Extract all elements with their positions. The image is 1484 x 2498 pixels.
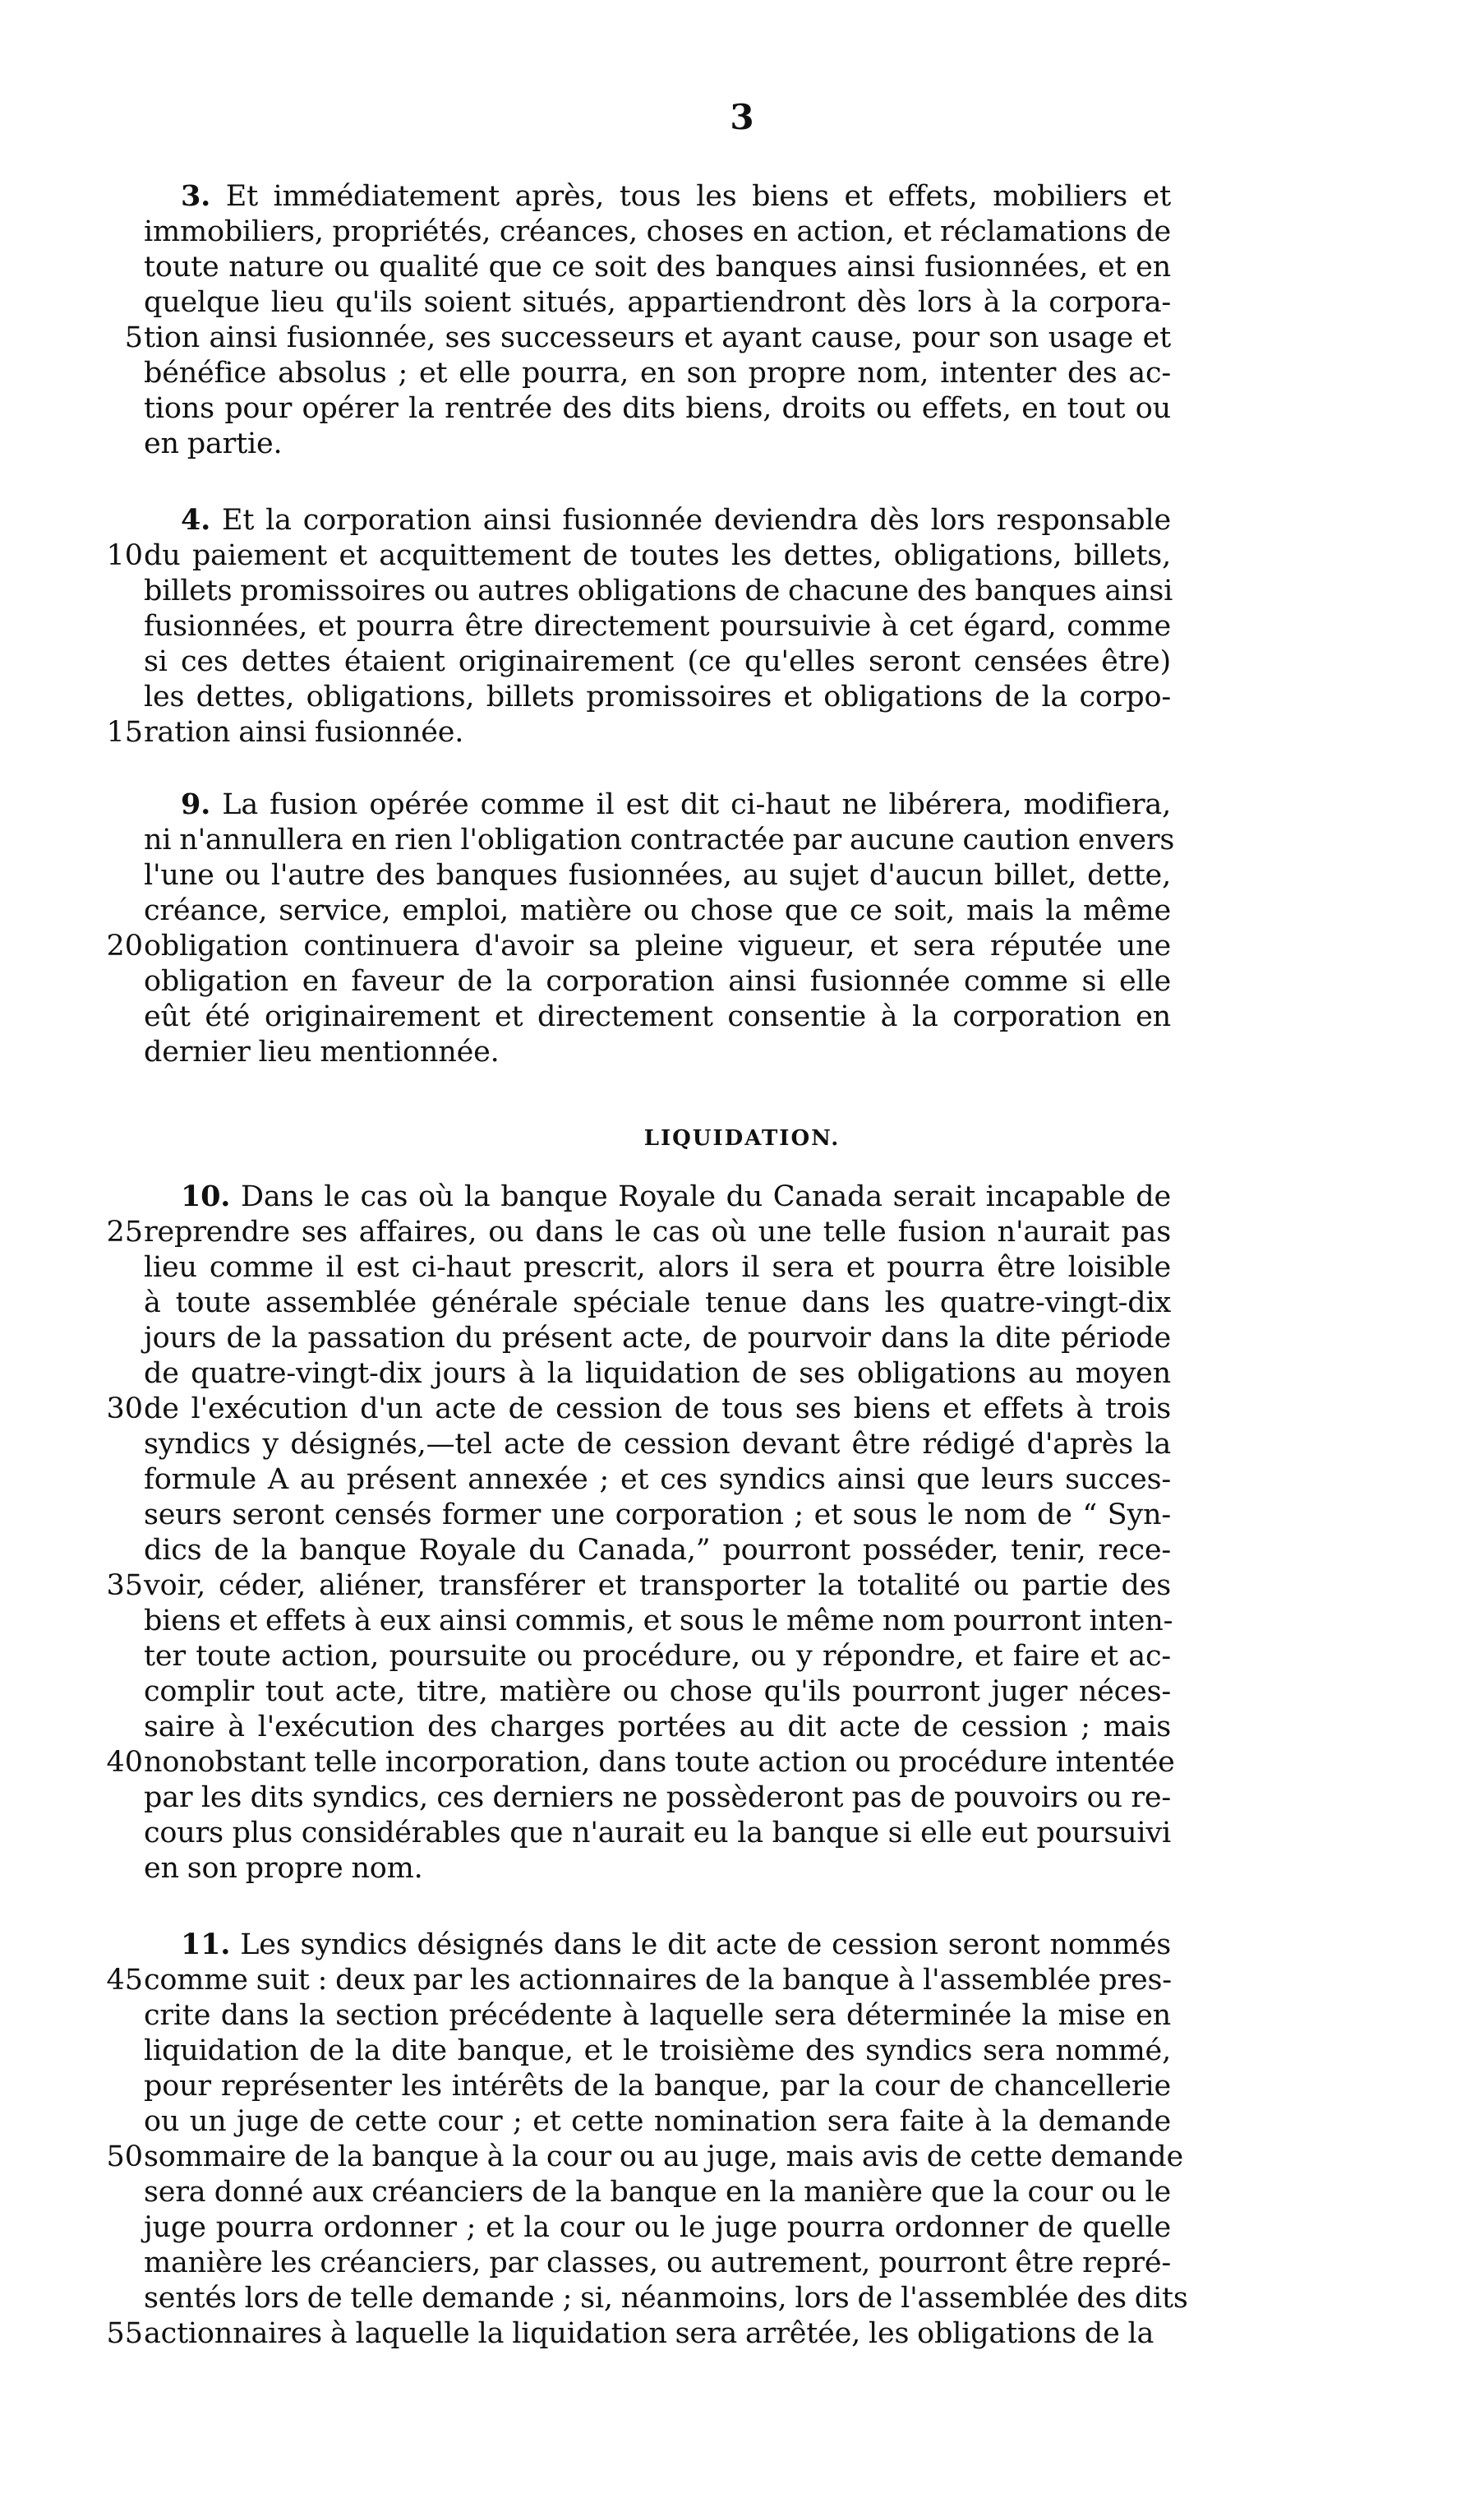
text-line [144, 321, 1171, 355]
line-text: du paiement et acquittement de toutes les dettes, obligations, billets, [144, 539, 1171, 572]
text-line [144, 1286, 1171, 1320]
text-line [144, 1392, 1171, 1426]
line-text: crite dans la section précédente à laquelle sera déterminée la mise en [144, 1999, 1171, 2032]
line-text: les dettes, obligations, billets promissoires et obligations de la corpo- [144, 681, 1171, 713]
line-text: biens et effets à eux ainsi commis, et sous le même nom pourront inten- [144, 1605, 1173, 1637]
text-line [144, 1674, 1171, 1709]
line-text: sommaire de la banque à la cour ou au juge, mais avis de cette demande [144, 2140, 1183, 2173]
line-text: pour représenter les intérêts de la banque, par la cour de chancellerie [144, 2070, 1171, 2103]
line-text: ni n'annullera en rien l'obligation contractée par aucune caution envers [144, 824, 1175, 857]
text-line [144, 2210, 1171, 2245]
text-line [144, 2140, 1183, 2174]
article-number: 4. [181, 503, 211, 537]
section-heading: LIQUIDATION. [643, 1126, 841, 1151]
article-number: 3. [181, 179, 211, 213]
text-line [144, 2281, 1188, 2316]
article-number: 11. [181, 1928, 231, 1961]
line-text: syndics y désignés,—tel acte de cession devant être rédigé d'après la [144, 1428, 1171, 1461]
text-line [144, 680, 1171, 714]
text-line [144, 1356, 1171, 1391]
line-text: ration ainsi fusionnée. [144, 716, 464, 749]
text-line [144, 1462, 1171, 1497]
line-text: jours de la passation du présent acte, de pourvoir dans la dite période [144, 1322, 1171, 1355]
line-text: immobiliers, propriétés, créances, choses en action, et réclamations de [144, 215, 1171, 248]
margin-line-number: 25 [106, 1216, 143, 1249]
line-text: toute nature ou qualité que ce soit des banques ainsi fusionnées, et en [144, 251, 1171, 284]
text-line [144, 1568, 1171, 1603]
line-text: en partie. [144, 427, 283, 460]
text-line [144, 1498, 1171, 1532]
line-text: obligation continuera d'avoir sa pleine vigueur, et sera réputée une [144, 930, 1171, 963]
text-line [144, 1427, 1171, 1461]
margin-line-number: 5 [124, 321, 143, 354]
line-text: en son propre nom. [144, 1852, 423, 1885]
line-text: Et la corporation ainsi fusionnée deviendra dès lors responsable [222, 504, 1171, 537]
text-line [144, 2104, 1171, 2139]
line-text: billets promissoires ou autres obligations de chacune des banques ainsi [144, 575, 1173, 607]
text-line [144, 574, 1171, 608]
line-text: saire à l'exécution des charges portées au dit acte de cession ; mais [144, 1711, 1171, 1743]
line-text: Dans le cas où la banque Royale du Canada serait incapable de [240, 1180, 1171, 1213]
line-text: manière les créanciers, par classes, ou autrement, pourront être repré- [144, 2246, 1171, 2279]
text-line [144, 2246, 1171, 2280]
text-line [144, 1998, 1171, 2033]
line-text: eût été originairement et directement consentie à la corporation en [144, 1000, 1171, 1033]
text-line [144, 538, 1171, 573]
text-line [144, 2034, 1171, 2068]
margin-line-number: 40 [106, 1746, 143, 1779]
line-text: complir tout acte, titre, matière ou chose qu'ils pourront juger néces- [144, 1675, 1171, 1708]
line-text: dernier lieu mentionnée. [144, 1036, 500, 1069]
line-text: obligation en faveur de la corporation ainsi fusionnée comme si elle [144, 965, 1171, 998]
text-line [144, 1780, 1171, 1815]
margin-line-number: 15 [106, 716, 143, 749]
text-line [144, 1215, 1171, 1249]
page-number: 3 [730, 97, 754, 137]
line-text: formule A au présent annexée ; et ces syndics ainsi que leurs succes- [144, 1463, 1171, 1496]
text-line [144, 1321, 1171, 1355]
margin-line-number: 45 [106, 1964, 143, 1997]
article-first-line [181, 1180, 1171, 1214]
line-text: La fusion opérée comme il est dit ci-haut ne libérera, modifiera, [222, 788, 1171, 821]
line-text: actionnaires à laquelle la liquidation sera arrêtée, les obligations de la [144, 2317, 1154, 2350]
text-line [144, 964, 1171, 999]
text-line [144, 1710, 1171, 1744]
article-number: 9. [181, 787, 211, 821]
text-line [144, 2175, 1171, 2209]
line-text: tions pour opérer la rentrée des dits biens, droits ou effets, en tout ou [144, 392, 1171, 425]
line-text: l'une ou l'autre des banques fusionnées, au sujet d'aucun billet, dette, [144, 859, 1171, 892]
line-text: de l'exécution d'un acte de cession de tous ses biens et effets à trois [144, 1392, 1171, 1425]
text-line [144, 285, 1171, 320]
margin-line-number: 30 [106, 1392, 143, 1425]
line-text: à toute assemblée générale spéciale tenue dans les quatre-vingt-dix [144, 1286, 1171, 1319]
line-text: liquidation de la dite banque, et le troisième des syndics sera nommé, [144, 2034, 1171, 2067]
line-text: Et immédiatement après, tous les biens et effets, mobiliers et [225, 180, 1171, 213]
text-line [144, 1816, 1171, 1850]
text-line [144, 1035, 1171, 1069]
line-text: nonobstant telle incorporation, dans toute action ou procédure intentée [144, 1746, 1175, 1779]
text-line [144, 858, 1171, 893]
line-text: sera donné aux créanciers de la banque en la manière que la cour ou le [144, 2176, 1171, 2209]
line-text: tion ainsi fusionnée, ses successeurs et ayant cause, pour son usage et [144, 321, 1171, 354]
text-line [144, 1000, 1171, 1034]
line-text: Les syndics désignés dans le dit acte de cession seront nommés [240, 1928, 1171, 1961]
text-line [144, 1851, 1171, 1886]
margin-line-number: 20 [106, 930, 143, 963]
margin-line-number: 50 [106, 2140, 143, 2173]
line-text: comme suit : deux par les actionnaires de la banque à l'assemblée pres- [144, 1964, 1172, 1997]
line-text: si ces dettes étaient originairement (ce qu'elles seront censées être) [144, 645, 1171, 678]
text-line [144, 1250, 1171, 1285]
line-text: dics de la banque Royale du Canada,” pourront posséder, tenir, rece- [144, 1534, 1171, 1567]
line-text: fusionnées, et pourra être directement poursuivie à cet égard, comme [144, 610, 1171, 643]
text-line [144, 427, 1171, 461]
text-line [144, 715, 1171, 750]
text-line [144, 2316, 1171, 2351]
line-text: reprendre ses affaires, ou dans le cas où une telle fusion n'aurait pas [144, 1216, 1171, 1249]
text-line [144, 644, 1171, 679]
line-text: seurs seront censés former une corporation ; et sous le nom de “ Syn- [144, 1498, 1171, 1531]
article-number: 10. [181, 1180, 231, 1213]
text-line [144, 1963, 1171, 1997]
line-text: juge pourra ordonner ; et la cour ou le juge pourra ordonner de quelle [144, 2211, 1171, 2244]
text-line [144, 250, 1171, 284]
article-first-line [181, 179, 1171, 214]
text-line [144, 2069, 1171, 2103]
margin-line-number: 10 [106, 539, 143, 572]
line-text: bénéfice absolus ; et elle pourra, en son propre nom, intenter des ac- [144, 357, 1171, 390]
text-line [144, 1533, 1171, 1568]
line-text: ou un juge de cette cour ; et cette nomination sera faite à la demande [144, 2105, 1171, 2138]
text-line [144, 356, 1171, 390]
text-line [144, 1745, 1175, 1780]
text-line [144, 1604, 1171, 1638]
text-line [144, 215, 1171, 249]
text-line [144, 609, 1171, 644]
line-text: lieu comme il est ci-haut prescrit, alors il sera et pourra être loisible [144, 1251, 1171, 1284]
text-line [144, 823, 1175, 857]
line-text: quelque lieu qu'ils soient situés, appartiendront dès lors à la corpora- [144, 286, 1171, 319]
article-first-line [181, 503, 1171, 538]
text-line [144, 1639, 1171, 1674]
line-text: créance, service, emploi, matière ou chose que ce soit, mais la même [144, 894, 1171, 927]
line-text: ter toute action, poursuite ou procédure, ou y répondre, et faire et ac- [144, 1640, 1171, 1673]
text-line [144, 929, 1171, 963]
article-first-line [181, 787, 1171, 822]
text-line [144, 893, 1171, 928]
text-line [144, 391, 1171, 426]
line-text: par les dits syndics, ces derniers ne possèderont pas de pouvoirs ou re- [144, 1781, 1171, 1814]
margin-line-number: 55 [106, 2317, 143, 2350]
line-text: sentés lors de telle demande ; si, néanmoins, lors de l'assemblée des dits [144, 2282, 1188, 2315]
line-text: voir, céder, aliéner, transférer et transporter la totalité ou partie des [144, 1569, 1171, 1602]
line-text: de quatre-vingt-dix jours à la liquidation de ses obligations au moyen [144, 1357, 1171, 1390]
margin-line-number: 35 [106, 1569, 143, 1602]
article-first-line [181, 1928, 1171, 1962]
line-text: cours plus considérables que n'aurait eu la banque si elle eut poursuivi [144, 1817, 1171, 1849]
